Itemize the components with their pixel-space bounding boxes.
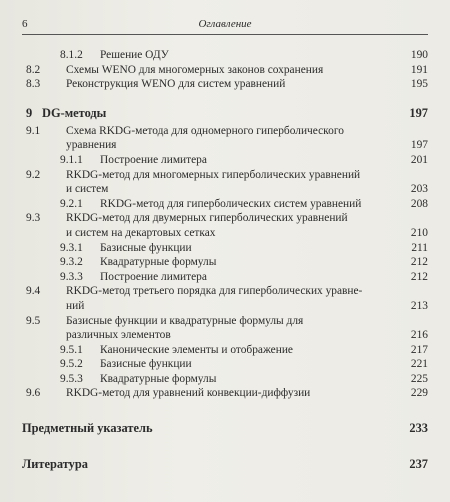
toc-title: Предметный указатель [22, 421, 153, 436]
toc-title: Базисные функции и квадратурные формулы для [66, 314, 304, 327]
toc-back-matter [22, 455, 428, 473]
toc-title: Построение лимитера [100, 153, 207, 166]
toc-number: 9.5 [26, 314, 41, 327]
toc-entry [22, 48, 428, 63]
toc-title: RKDG-метод для уравнений конвекции-диффузии [66, 387, 311, 400]
table-of-contents [22, 48, 428, 473]
toc-entry-line [22, 182, 428, 197]
toc-page: 195 [410, 78, 428, 91]
toc-title: Квадратурные формулы [100, 372, 217, 385]
toc-number: 9.3.1 [60, 241, 83, 254]
toc-number: 9.3 [26, 212, 41, 225]
toc-entry-line [22, 211, 428, 226]
toc-entry [22, 197, 428, 212]
toc-back-matter [22, 419, 428, 437]
toc-entry-line [22, 226, 428, 241]
toc-page: 213 [410, 299, 428, 312]
toc-title: Литература [22, 457, 88, 472]
toc-number: 9.5.2 [60, 358, 83, 371]
toc-number: 9.4 [26, 285, 41, 298]
toc-title: RKDG-метод третьего порядка для гиперболических уравне- [66, 285, 363, 298]
running-header [22, 18, 428, 35]
toc-title: Схемы WENO для многомерных законов сохранения [66, 63, 324, 76]
toc-page: 203 [410, 183, 428, 196]
toc-title: Решение ОДУ [100, 49, 169, 61]
toc-entry-line [22, 328, 428, 343]
toc-page: 221 [410, 358, 428, 371]
toc-page: 233 [409, 421, 428, 436]
toc-title: RKDG-метод для двумерных гиперболических уравнений [66, 212, 348, 225]
toc-entry [22, 77, 428, 92]
toc-page: 197 [410, 139, 428, 152]
toc-page: 216 [410, 329, 428, 342]
toc-number: 8.2 [26, 63, 41, 76]
toc-entry-line [22, 299, 428, 314]
toc-title: Реконструкция WENO для систем уравнений [66, 78, 286, 91]
toc-page: 211 [411, 241, 428, 254]
toc-entry [22, 386, 428, 401]
toc-title: Схема RKDG-метода для одномерного гиперболического [66, 124, 344, 137]
toc-entry-line [22, 314, 428, 329]
toc-entry [22, 343, 428, 358]
toc-entry-line [22, 124, 428, 139]
toc-entry-line [22, 138, 428, 153]
toc-chapter [22, 104, 428, 122]
toc-title: Канонические элементы и отображение [100, 343, 293, 356]
toc-title: ний [66, 299, 85, 312]
toc-title: Квадратурные формулы [100, 256, 217, 269]
toc-number: 9.1 [26, 124, 41, 137]
running-title: Оглавление [198, 18, 252, 30]
toc-page: 229 [410, 387, 428, 400]
toc-title: различных элементов [66, 329, 171, 342]
toc-page: 225 [410, 372, 428, 385]
toc-page: 237 [409, 457, 428, 472]
toc-entry [22, 63, 428, 78]
toc-entry [22, 270, 428, 285]
toc-number: 9.2.1 [60, 197, 83, 210]
toc-page: 210 [410, 226, 428, 239]
toc-number: 8.3 [26, 78, 41, 91]
toc-title: RKDG-метод для гиперболических систем уравнений [100, 197, 362, 210]
toc-title: RKDG-метод для многомерных гиперболических уравнений [66, 168, 361, 181]
toc-title: уравнения [66, 139, 117, 152]
toc-number: 8.1.2 [60, 49, 83, 61]
toc-entry [22, 372, 428, 387]
toc-entry-line [22, 284, 428, 299]
toc-title: и систем на декартовых сетках [66, 226, 216, 239]
toc-title: Построение лимитера [100, 270, 207, 283]
toc-number: 9.1.1 [60, 153, 83, 166]
toc-title: и систем [66, 183, 109, 196]
toc-number: 9.2 [26, 168, 41, 181]
toc-page: 197 [409, 105, 428, 120]
toc-number: 9.5.3 [60, 372, 83, 385]
toc-title: Базисные функции [100, 241, 192, 254]
toc-page: 191 [410, 63, 428, 76]
toc-number: 9.3.2 [60, 256, 83, 269]
toc-title: Базисные функции [100, 358, 192, 371]
toc-entry [22, 153, 428, 168]
toc-number: 9.3.3 [60, 270, 83, 283]
toc-entry-line [22, 168, 428, 183]
toc-number: 9.6 [26, 387, 41, 400]
toc-page: 212 [410, 270, 428, 283]
toc-number: 9.5.1 [60, 343, 83, 356]
toc-page: 212 [410, 256, 428, 269]
toc-page: 208 [410, 197, 428, 210]
page-number: 6 [22, 18, 28, 30]
toc-number: 9 [26, 105, 33, 120]
toc-entry [22, 255, 428, 270]
toc-page: 201 [410, 153, 428, 166]
toc-title: DG-методы [42, 105, 107, 120]
toc-entry [22, 357, 428, 372]
toc-entry [22, 241, 428, 256]
toc-page: 217 [410, 343, 428, 356]
toc-page: 190 [410, 49, 428, 61]
